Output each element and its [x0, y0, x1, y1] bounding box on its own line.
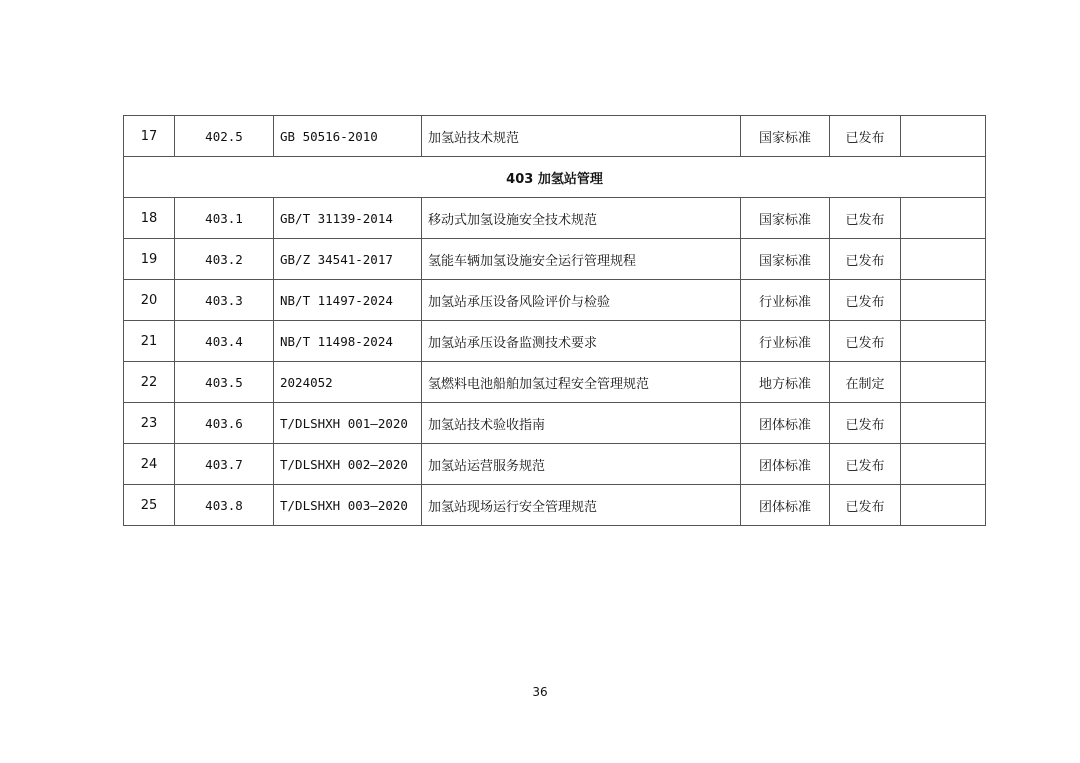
row-number: 25: [124, 485, 175, 526]
standard-number: 2024052: [274, 362, 422, 403]
standard-name: 加氢站承压设备风险评价与检验: [422, 280, 741, 321]
standard-type: 团体标准: [741, 485, 830, 526]
section-row: [124, 157, 986, 198]
standard-status: 在制定: [830, 362, 901, 403]
standard-number: NB/T 11498-2024: [274, 321, 422, 362]
standard-status: 已发布: [830, 403, 901, 444]
clause-number: 403.2: [175, 239, 274, 280]
standard-status: 已发布: [830, 116, 901, 157]
table-row: [124, 485, 986, 526]
standard-type: 国家标准: [741, 116, 830, 157]
standard-status: 已发布: [830, 485, 901, 526]
table-row: [124, 444, 986, 485]
remarks-cell: [901, 280, 986, 321]
standard-type: 团体标准: [741, 444, 830, 485]
standard-name: 加氢站承压设备监测技术要求: [422, 321, 741, 362]
row-number: 17: [124, 116, 175, 157]
standard-type: 国家标准: [741, 198, 830, 239]
remarks-cell: [901, 485, 986, 526]
table-row: [124, 116, 986, 157]
remarks-cell: [901, 362, 986, 403]
row-number: 21: [124, 321, 175, 362]
standard-number: T/DLSHXH 003—2020: [274, 485, 422, 526]
remarks-cell: [901, 444, 986, 485]
remarks-cell: [901, 403, 986, 444]
standard-name: 加氢站运营服务规范: [422, 444, 741, 485]
standard-status: 已发布: [830, 239, 901, 280]
remarks-cell: [901, 116, 986, 157]
standard-number: NB/T 11497-2024: [274, 280, 422, 321]
row-number: 20: [124, 280, 175, 321]
clause-number: 403.7: [175, 444, 274, 485]
standards-table: [123, 115, 986, 526]
standard-number: GB/T 31139-2014: [274, 198, 422, 239]
table-row: [124, 239, 986, 280]
remarks-cell: [901, 321, 986, 362]
table-row: [124, 198, 986, 239]
row-number: 19: [124, 239, 175, 280]
table-row: [124, 403, 986, 444]
standard-name: 氢燃料电池船舶加氢过程安全管理规范: [422, 362, 741, 403]
standard-number: GB/Z 34541-2017: [274, 239, 422, 280]
standard-type: 团体标准: [741, 403, 830, 444]
standard-status: 已发布: [830, 444, 901, 485]
table-row: [124, 362, 986, 403]
standard-name: 移动式加氢设施安全技术规范: [422, 198, 741, 239]
standard-name: 加氢站现场运行安全管理规范: [422, 485, 741, 526]
standard-name: 加氢站技术规范: [422, 116, 741, 157]
table-row: [124, 321, 986, 362]
clause-number: 403.5: [175, 362, 274, 403]
standard-name: 加氢站技术验收指南: [422, 403, 741, 444]
row-number: 23: [124, 403, 175, 444]
row-number: 18: [124, 198, 175, 239]
standard-status: 已发布: [830, 280, 901, 321]
clause-number: 403.1: [175, 198, 274, 239]
row-number: 22: [124, 362, 175, 403]
standard-status: 已发布: [830, 321, 901, 362]
standard-status: 已发布: [830, 198, 901, 239]
section-title: 403 加氢站管理: [124, 157, 986, 198]
standard-number: T/DLSHXH 002—2020: [274, 444, 422, 485]
clause-number: 403.8: [175, 485, 274, 526]
table-row: [124, 280, 986, 321]
page-number: 36: [532, 685, 548, 699]
standard-type: 地方标准: [741, 362, 830, 403]
remarks-cell: [901, 198, 986, 239]
standard-type: 国家标准: [741, 239, 830, 280]
row-number: 24: [124, 444, 175, 485]
standard-name: 氢能车辆加氢设施安全运行管理规程: [422, 239, 741, 280]
clause-number: 403.3: [175, 280, 274, 321]
clause-number: 403.4: [175, 321, 274, 362]
clause-number: 402.5: [175, 116, 274, 157]
standard-number: T/DLSHXH 001—2020: [274, 403, 422, 444]
standard-number: GB 50516-2010: [274, 116, 422, 157]
standard-type: 行业标准: [741, 280, 830, 321]
remarks-cell: [901, 239, 986, 280]
standard-type: 行业标准: [741, 321, 830, 362]
clause-number: 403.6: [175, 403, 274, 444]
